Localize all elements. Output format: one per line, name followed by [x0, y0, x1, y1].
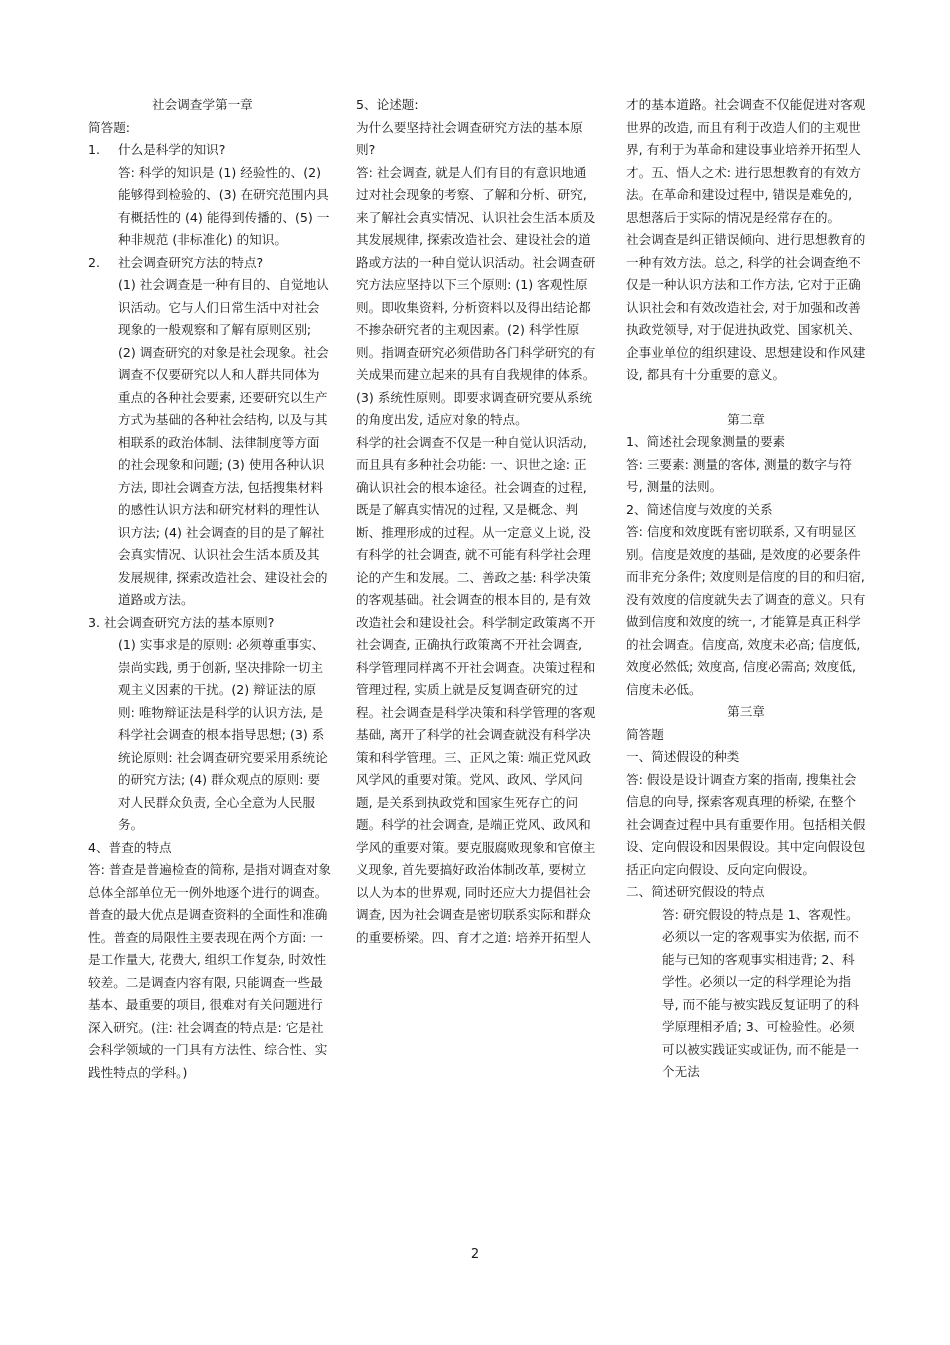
answer-5-summary: 社会调查是纠正错误倾向、进行思想教育的一种有效方法。总之, 科学的社会调查绝不仅是一种认识方法和工作方法, 它对于正确认识社会和有效改造社会, 对于加强和改善执政党领导, 对于促进执政党、国家机关、企事业单位的组织建设、思想建设和作风建设, 都具有十分重要的意义。: [626, 232, 866, 382]
answer-5-end: 才的基本道路。社会调查不仅能促进对客观世界的改造, 而且有利于改造人们的主观世界, 有利于为革命和建设事业培养开拓型人才。五、悟人之术: 进行思想教育的有效方法。在革命和建设过程中, 错误是难免的, 思想落后于实际的情况是经常存在的。: [626, 97, 866, 225]
answer-2: (1) 社会调查是一种有目的、自觉地认识活动。它与人们日常生活中对社会现象的一般观察和了解有原则区别; (2) 调查研究的对象是社会现象。社会调查不仅要研究以人和人群共同体为重点的各种社会要素, 还要研究以生产方式为基础的各种社会结构, 以及与其相联系的政治体制、法律制度等方面的社会现象和问题; (3) 使用各种认识方法, 即社会调查方法, 包括搜集材料的感性认识方法和研究材料的理性认识方法; (4) 社会调查的目的是了解社会真实情况、认识社会生活本质及其发展规律, 探索改造社会、建设社会的道路或方法。: [118, 277, 329, 607]
chapter-3-question-1: 一、简述假设的种类: [626, 749, 740, 764]
answer-3: (1) 实事求是的原则: 必须尊重事实、崇尚实践, 勇于创新, 坚决排除一切主观主义因素的干扰。(2) 辩证法的原则: 唯物辩证法是科学的认识方法, 是科学社会调查的根本指导思想; (3) 系统论原则: 社会调查研究要采用系统论的研究方法; (4) 群众观点的原则: 要对人民群众负责, 全心全意为人民服务。: [118, 637, 328, 832]
chapter-2-title: 第二章: [727, 411, 765, 427]
question-3: 3. 社会调查研究方法的基本原则?: [88, 614, 275, 630]
section-heading-short-answer: 简答题:: [88, 119, 131, 135]
question-2-text: 社会调查研究方法的特点?: [118, 254, 264, 270]
column-1: [88, 94, 332, 1084]
question-1-number: 1.: [88, 142, 101, 157]
question-1-text: 什么是科学的知识?: [118, 142, 226, 157]
chapter-1-title: 社会调查学第一章: [152, 97, 253, 112]
answer-5-continued: 科学的社会调查不仅是一种自觉认识活动, 而且具有多种社会功能: 一、识世之途: 正确认识社会的根本途径。社会调查的过程, 既是了解真实情况的过程, 又是概念、判断、推理形成的过程。从一定意义上说, 没有科学的社会调查, 就不可能有科学社会理论的产生和发展。二、善政之基: 科学决策的客观基础。社会调查的根本目的, 是有效改造社会和建设社会。科学制定政策离不开社会调查, 正确执行政策离不开社会调查, 科学管理同样离不开社会调查。决策过程和管理过程, 实质上就是反复调查研究的过程。社会调查是科学决策和科学管理的客观基础, 离开了科学的社会调查就没有科学决策和科学管理。三、正风之策: 端正党风政风学风的重要对策。党风、政风、学风问题, 是关系到执政党和国家生死存亡的问题。科学的社会调查, 是端正党风、政风和学风的重要对策。要克服腐败现象和官僚主义现象, 首先要搞好政治体制改革, 要树立以人为本的世界观, 同时还应大力提倡社会调查, 因为社会调查是密切联系实际和群众的重要桥梁。四、育才之道: 培养开拓型人: [356, 434, 596, 945]
chapter-3-title: 第三章: [727, 704, 765, 719]
answer-4: 答: 普查是普遍检查的简称, 是指对调查对象总体全部单位无一例外地逐个进行的调查。普查的最大优点是调查资料的全面性和准确性。普查的局限性主要表现在两个方面: 一是工作量大, 花费大, 组织工作复杂, 时效性较差。二是调查内容有限, 只能调查一些最基本、最重要的项目, 很难对有关问题进行深入研究。(注: 社会调查的特点是: 它是社会科学领域的一门具有方法性、综合性、实践性特点的学科。): [88, 862, 331, 1080]
chapter-2-answer-2: 答: 信度和效度既有密切联系, 又有明显区别。信度是效度的基础, 是效度的必要条件而非充分条件; 效度则是信度的目的和归宿, 没有效度的信度就失去了调查的意义。只有做到信度和效度的统一, 才能算是真正科学的社会调查。信度高, 效度未必高; 信度低, 效度必然低; 效度高, 信度必需高; 效度低, 信度未必低。: [626, 524, 866, 697]
answer-1: 答: 科学的知识是 (1) 经验性的、(2) 能够得到检验的、(3) 在研究范围内具有概括性的 (4) 能得到传播的、(5) 一种非规范 (非标准化) 的知识。: [118, 164, 330, 247]
answer-5: 答: 社会调查, 就是人们有目的有意识地通过对社会现象的考察、了解和分析、研究, 来了解社会真实情况、认识社会生活本质及其发展规律, 探索改造社会、建设社会的道路或方法的一种自觉认识活动。社会调查研究方法应坚持以下三个原则: (1) 客观性原则。即收集资料, 分析资料以及得出结论都不掺杂研究者的主观因素。(2) 科学性原则。指调查研究必须借助各门科学研究的有关成果而建立起来的具有自我规律的体系。(3) 系统性原则。即要求调查研究要从系统的角度出发, 适应对象的特点。: [356, 164, 596, 427]
chapter-3-question-2: 二、简述研究假设的特点: [626, 884, 765, 899]
chapter-3-answer-2: 答: 研究假设的特点是 1、客观性。必须以一定的客观事实为依据, 而不能与已知的客观事实相违背; 2、科学性。必须以一定的科学理论为指导, 而不能与被实践反复证明了的科学原理相矛盾; 3、可检验性。必须可以被实践证实或证伪, 而不能是一个无法: [662, 906, 859, 1079]
chapter-3-section-heading: 简答题: [626, 726, 664, 742]
chapter-2-question-1: 1、简述社会现象测量的要素: [626, 434, 786, 449]
question-2-number: 2.: [88, 254, 101, 270]
page-number: 2: [470, 1247, 480, 1262]
chapter-2-question-2: 2、简述信度与效度的关系: [626, 501, 773, 517]
chapter-2-answer-1: 答: 三要素: 测量的客体, 测量的数字与符号, 测量的法则。: [626, 456, 852, 494]
column-3: [626, 94, 866, 1084]
chapter-3-answer-1: 答: 假设是设计调查方案的指南, 搜集社会信息的向导, 探索客观真理的桥梁, 在整个社会调查过程中具有重要作用。包括相关假设、定向假设和因果假设。其中定向假设包括正向定向假设、反向定向假设。: [626, 771, 866, 877]
spacer: [626, 387, 866, 409]
question-4: 4、普查的特点: [88, 839, 172, 855]
question-5: 为什么要坚持社会调查研究方法的基本原则?: [356, 119, 583, 157]
section-heading-essay: 5、论述题:: [356, 97, 419, 112]
column-2: [356, 94, 596, 949]
question-1: [88, 139, 332, 162]
question-2: [88, 252, 332, 275]
